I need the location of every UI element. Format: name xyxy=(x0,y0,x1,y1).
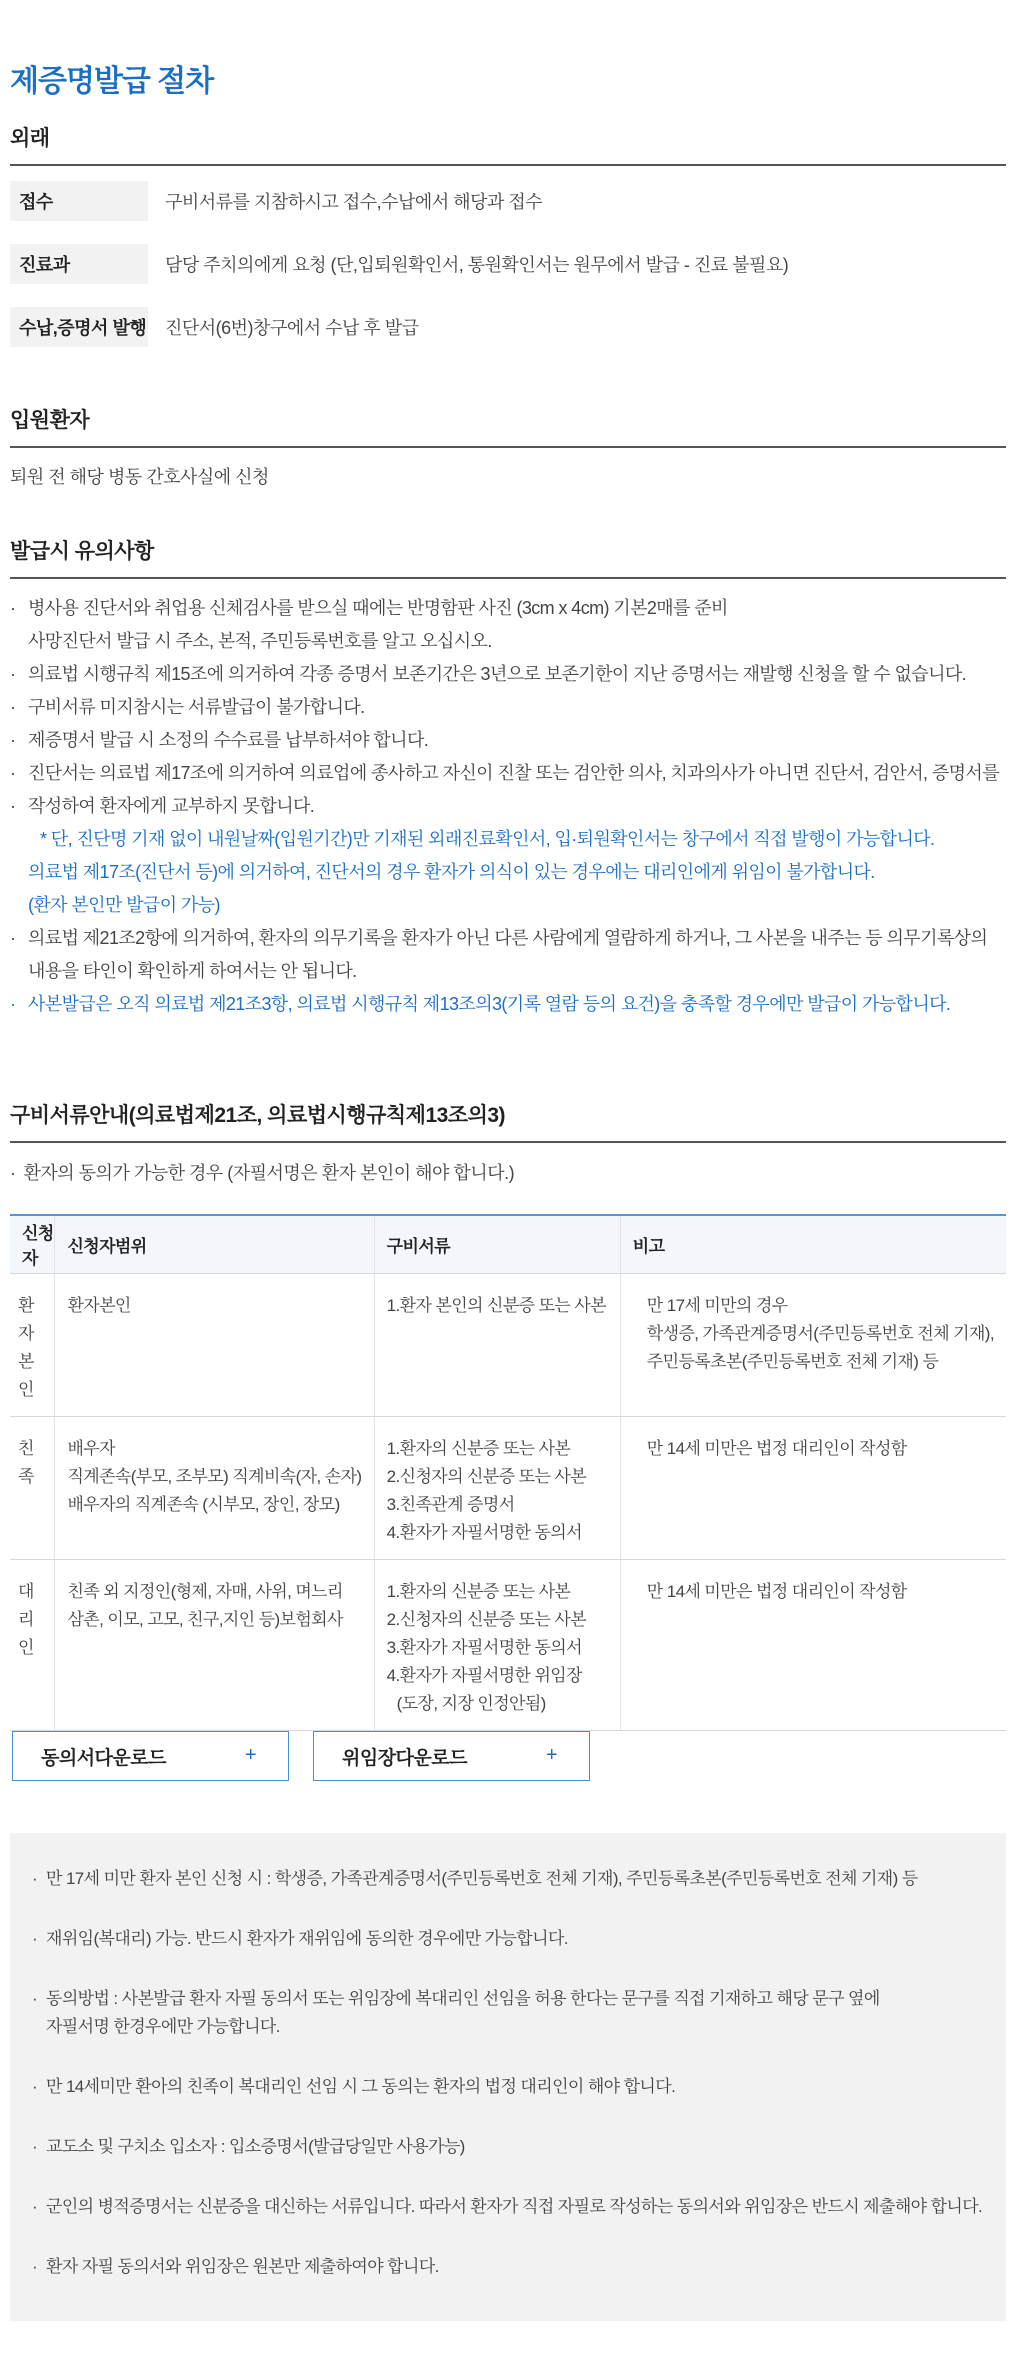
table-row xyxy=(10,1273,1006,1416)
row-label: 접수 xyxy=(10,181,148,221)
note-item: · 병사용 진단서와 취업용 신체검사를 받으실 때에는 반명함판 사진 (3cm x 4cm) 기본2매를 준비 xyxy=(10,598,728,618)
documents-intro: · 환자의 동의가 가능한 경우 (자필서명은 환자 본인이 해야 합니다.) xyxy=(10,1163,515,1183)
cell-note: 만 17세 미만의 경우 학생증, 가족관계증명서(주민등록번호 전체 기재), 주민등록초본(주민등록번호 전체 기재) 등 xyxy=(620,1273,1006,1416)
table-row xyxy=(10,1559,1006,1730)
header-applicant: 신청자 xyxy=(10,1215,55,1273)
cell-scope: 환자본인 xyxy=(55,1273,374,1416)
proxy-download-button[interactable] xyxy=(313,1731,590,1781)
outpatient-row-reception xyxy=(10,181,542,221)
row-value: 진단서(6번)창구에서 수납 후 발급 xyxy=(165,318,419,338)
cell-applicant: 환자본인 xyxy=(10,1273,55,1416)
note-item: · 작성하여 환자에게 교부하지 못합니다. xyxy=(10,796,315,816)
info-item: · 재위임(복대리) 가능. 반드시 환자가 재위임에 동의한 경우에만 가능합니다. xyxy=(32,1929,568,1948)
info-box xyxy=(10,1833,1006,2321)
page-title: 제증명발급 절차 xyxy=(10,65,214,98)
note-item: · 제증명서 발급 시 소정의 수수료를 납부하셔야 합니다. xyxy=(10,730,429,750)
cell-docs: 1.환자의 신분증 또는 사본 2.신청자의 신분증 또는 사본 3.친족관계 증명서 4.환자가 자필서명한 동의서 xyxy=(374,1416,620,1559)
cell-scope: 배우자 직계존속(부모, 조부모) 직계비속(자, 손자) 배우자의 직계존속 (시부모, 장인, 장모) xyxy=(55,1416,374,1559)
info-item: · 동의방법 : 사본발급 환자 자필 동의서 또는 위임장에 복대리인 선임을 허용 한다는 문구를 직접 기재하고 해당 문구 옆에 자필서명 한경우에만 가능합니다. xyxy=(32,1989,880,2036)
notes-title: 발급시 유의사항 xyxy=(10,535,1006,579)
note-item: · 구비서류 미지참시는 서류발급이 불가합니다. xyxy=(10,697,365,717)
note-item: · 진단서는 의료법 제17조에 의거하여 의료업에 종사하고 자신이 진찰 또는 검안한 의사, 치과의사가 아니면 진단서, 검안서, 증명서를 xyxy=(10,763,1000,783)
cell-note: 만 14세 미만은 법정 대리인이 작성함 xyxy=(620,1559,1006,1730)
header-docs: 구비서류 xyxy=(374,1215,620,1273)
documents-table xyxy=(10,1214,1006,1731)
inpatient-text: 퇴원 전 해당 병동 간호사실에 신청 xyxy=(10,467,269,487)
cell-docs: 1.환자의 신분증 또는 사본 2.신청자의 신분증 또는 사본 3.환자가 자필서명한 동의서 4.환자가 자필서명한 위임장 (도장, 지장 인정안됨) xyxy=(374,1559,620,1730)
row-value: 구비서류를 지참하시고 접수,수납에서 해당과 접수 xyxy=(165,192,543,212)
note-item: · 의료법 시행규칙 제15조에 의거하여 각종 증명서 보존기간은 3년으로 보존기한이 지난 증명서는 재발행 신청을 할 수 없습니다. xyxy=(10,664,967,684)
plus-icon: + xyxy=(545,1744,557,1766)
note-blue-item: · 사본발급은 오직 의료법 제21조3항, 의료법 시행규칙 제13조의3(기록 열람 등의 요건)을 충족할 경우에만 발급이 가능합니다. xyxy=(10,994,951,1014)
info-item: · 교도소 및 구치소 입소자 : 입소증명서(발급당일만 사용가능) xyxy=(32,2137,465,2156)
note-item-continued: 내용을 타인이 확인하게 하여서는 안 됩니다. xyxy=(28,961,357,981)
header-note: 비고 xyxy=(620,1215,1006,1273)
outpatient-row-payment xyxy=(10,307,419,347)
consent-download-button[interactable] xyxy=(12,1731,289,1781)
cell-applicant: 대리인 xyxy=(10,1559,55,1730)
note-blue-item: (환자 본인만 발급이 가능) xyxy=(28,895,220,915)
cell-docs: 1.환자 본인의 신분증 또는 사본 xyxy=(374,1273,620,1416)
outpatient-row-department xyxy=(10,244,788,284)
info-item: · 만 17세 미만 환자 본인 신청 시 : 학생증, 가족관계증명서(주민등록번호 전체 기재), 주민등록초본(주민등록번호 전체 기재) 등 xyxy=(32,1869,918,1888)
table-row xyxy=(10,1416,1006,1559)
notes-list xyxy=(10,592,1010,1021)
button-label: 위임장다운로드 xyxy=(342,1747,467,1769)
table-header-row xyxy=(10,1215,1006,1273)
info-item: · 환자 자필 동의서와 위임장은 원본만 제출하여야 합니다. xyxy=(32,2257,439,2276)
button-label: 동의서다운로드 xyxy=(41,1747,166,1769)
note-item-continued: 사망진단서 발급 시 주소, 본적, 주민등록번호를 알고 오십시오. xyxy=(28,631,492,651)
documents-title: 구비서류안내(의료법제21조, 의료법시행규칙제13조의3) xyxy=(10,1099,1006,1143)
outpatient-title: 외래 xyxy=(10,122,1006,166)
info-item: · 만 14세미만 환아의 친족이 복대리인 선임 시 그 동의는 환자의 법정 대리인이 해야 합니다. xyxy=(32,2077,676,2096)
cell-applicant: 친족 xyxy=(10,1416,55,1559)
header-scope: 신청자범위 xyxy=(55,1215,374,1273)
cell-note: 만 14세 미만은 법정 대리인이 작성함 xyxy=(620,1416,1006,1559)
note-blue-item: 의료법 제17조(진단서 등)에 의거하여, 진단서의 경우 환자가 의식이 있는 경우에는 대리인에게 위임이 불가합니다. xyxy=(28,862,875,882)
inpatient-title: 입원환자 xyxy=(10,404,1006,448)
note-item: · 의료법 제21조2항에 의거하여, 환자의 의무기록을 환자가 아닌 다른 사람에게 열람하게 하거나, 그 사본을 내주는 등 의무기록상의 xyxy=(10,928,988,948)
note-blue-item: * 단, 진단명 기재 없이 내원날짜(입원기간)만 기재된 외래진료확인서, 입·퇴원확인서는 창구에서 직접 발행이 가능합니다. xyxy=(40,829,935,849)
row-value: 담당 주치의에게 요청 (단,입퇴원확인서, 통원확인서는 원무에서 발급 - 진료 불필요) xyxy=(165,255,789,275)
info-item: · 군인의 병적증명서는 신분증을 대신하는 서류입니다. 따라서 환자가 직접 자필로 작성하는 동의서와 위임장은 반드시 제출해야 합니다. xyxy=(32,2197,983,2216)
plus-icon: + xyxy=(244,1744,256,1766)
row-label: 수납,증명서 발행 xyxy=(10,307,148,347)
cell-scope: 친족 외 지정인(형제, 자매, 사위, 며느리 삼촌, 이모, 고모, 친구,지인 등)보험회사 xyxy=(55,1559,374,1730)
row-label: 진료과 xyxy=(10,244,148,284)
